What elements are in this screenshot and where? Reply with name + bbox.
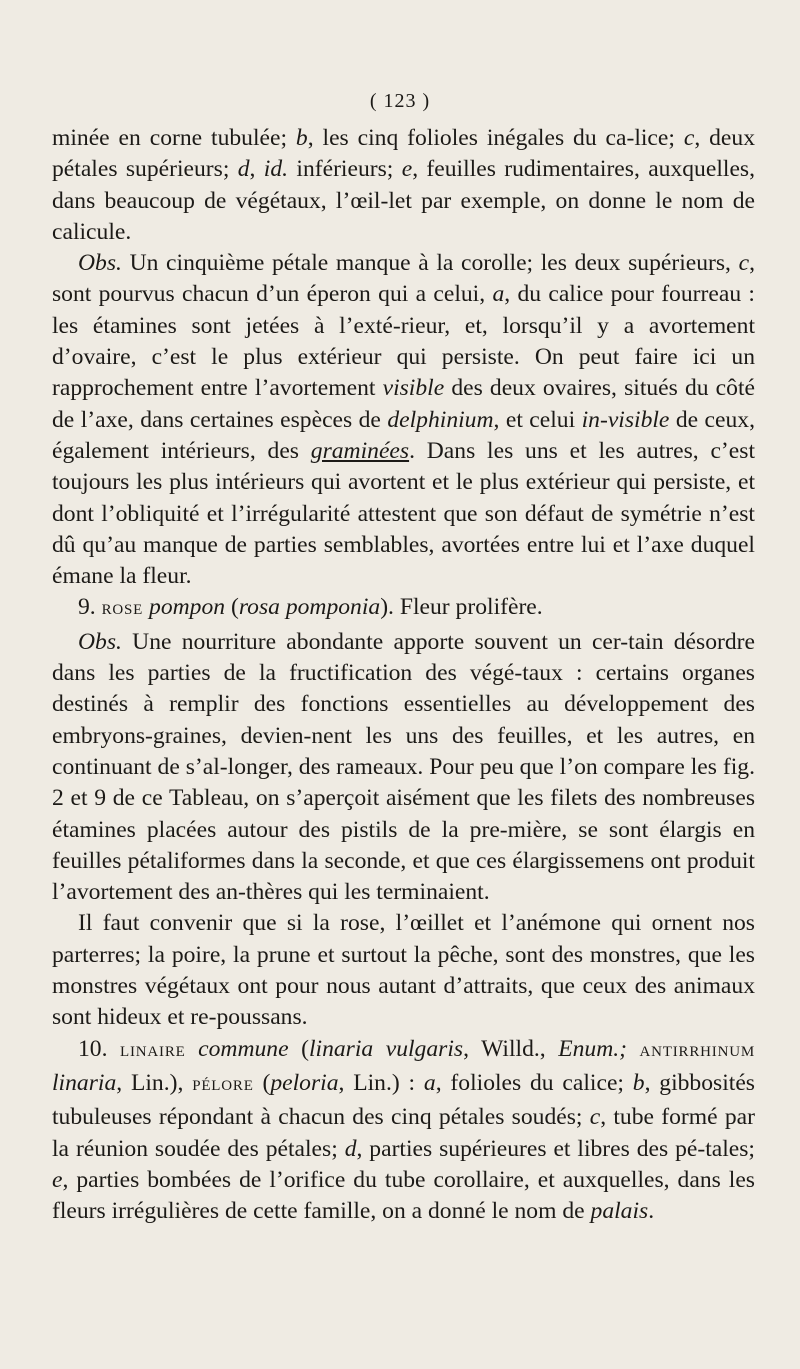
p1-segment: minée en corne tubulée; [52,125,296,151]
p2-segment: visible [382,375,445,402]
p5-segment: Il faut convenir que si la rose, l’œillet et l’anémone qui ornent nos parterres; la poire, la prune et surtout la pêche, sont des monstres, que les monstres végétaux ont pour nous autant d’attraits, que ceux des animaux sont hideux et re-poussans. [52,910,755,1031]
p3-segment: ( [225,594,239,621]
p6-segment: peloria [270,1069,339,1096]
p6-segment: , Lin.), [116,1069,193,1096]
paragraph-p2-observation [52,248,755,592]
page-number: ( 123 ) [369,90,431,112]
p6-segment: linaria vulgaris [308,1035,464,1062]
p1-segment: e [401,156,413,183]
p6-segment: , gibbosités tubuleuses répondant à chacun des cinq pétales soudés; [52,1069,755,1131]
paragraph-p5-monstres [52,908,755,1033]
p2-segment: Obs. [78,250,122,277]
p2-segment: des deux ovaires, situés du côté de l’axe, dans certaines espèces de [52,375,755,433]
p2-segment: , et celui [493,406,582,433]
p2-segment: a [492,281,505,308]
p6-segment: , Lin.) : [338,1069,424,1096]
paragraph-p1 [52,123,755,248]
p2-segment: , du calice pour fourreau : les étamines sont jetées à l’exté-rieur, et, lorsqu’il y a avortement d’ovaire, c’est le plus extérieur qui persiste. On peut faire ici un rapprochement entre l’avortement [52,281,755,402]
p6-segment: , parties bombées de l’orifice du tube corollaire, et auxquelles, dans les fleurs irrégulières de cette famille, on a donné le nom de [52,1166,755,1225]
p2-segment: c [738,250,750,277]
paragraph-p6-linaire [52,1034,755,1228]
p6-segment [627,1036,640,1062]
p3-segment: rosa pomponia [238,594,381,621]
p1-segment: id. [263,156,289,183]
p6-segment [186,1036,199,1062]
p6-segment: , Willd., [463,1035,559,1062]
p2-segment: Un cinquième pétale manque à la corolle; les deux supérieurs, [121,250,739,277]
p3-segment: ). Fleur prolifère. [380,594,543,621]
p4-segment: Obs. [78,628,122,655]
p6-segment: commune [198,1035,289,1062]
p6-segment: ( [288,1035,309,1062]
p6-segment: e [52,1166,63,1193]
p6-segment: , tube formé par la réunion soudée des pétales; [52,1104,755,1162]
p2-segment: delphinium [387,406,494,433]
p3-segment: ROSE [101,602,144,619]
p6-segment: linaria [52,1069,117,1096]
p2-segment: de ceux, également intérieurs, des [52,406,755,464]
p1-segment: , les cinq folioles inégales du ca-lice; [307,125,684,151]
p3-segment: pompon [149,594,226,621]
p2-segment: , sont pourvus chacun d’un éperon qui a celui, [52,250,755,308]
p6-segment: PÉLORE [192,1077,254,1094]
page-text [52,123,755,1227]
p1-segment: c [683,125,695,151]
p6-segment: ( [253,1069,271,1096]
paragraph-p3-rose-pompon [52,592,755,626]
p3-segment: 9. [78,594,102,621]
p6-segment: ANTIRRHINUM [639,1043,755,1060]
p6-segment: d [344,1135,357,1162]
p1-segment: d [237,156,250,183]
p2-segment: in-visible [581,406,670,433]
p1-segment: , [249,156,264,183]
p1-segment: b [295,125,308,151]
p6-segment: a [423,1069,436,1096]
p2-segment: graminées [310,437,410,464]
p6-segment: , folioles du calice; [435,1069,633,1096]
p1-segment: inférieurs; [288,156,402,183]
p1-segment: , deux pétales supérieurs; [52,125,755,183]
p4-segment: Une nourriture abondante apporte souvent un cer-tain désordre dans les parties de la fructification des végé-taux : certains organes destinés à remplir des fonctions essentielles au développement des embryons-graines, devien-nent les uns des feuilles, et les autres, en continuant de s’al-longer, des rameaux. Pour peu que l’on compare les fig. 2 et 9 de ce Tableau, on s’aperçoit aisément que les filets des nombreuses étamines placées autour des pistils de la pre-mière, se sont élargis en feuilles pétaliformes dans la seconde, et que ces élargissemens ont produit l’avortement des an-thères qui les terminaient. [52,628,755,906]
p6-segment: LINAIRE [120,1043,186,1060]
p6-segment: c [589,1104,601,1131]
p6-segment: b [632,1069,645,1096]
p6-segment: , parties supérieures et libres des pé-tales; [356,1135,755,1162]
p6-segment: 10. [78,1035,121,1062]
p1-segment: , feuilles rudimentaires, auxquelles, dans beaucoup de végétaux, l’œil-let par exemple, on donne le nom de calicule. [52,156,755,245]
p6-segment: palais [590,1198,649,1225]
p6-segment: Enum.; [558,1035,627,1062]
p2-segment: . Dans les uns et les autres, c’est toujours les plus intérieurs qui avortent et le plus extérieur qui persiste, et dont l’obliquité et l’irrégularité attestent que son défaut de symétrie n’est dû qu’au manque de parties semblables, avortées entre lui et l’axe duquel émane la fleur. [52,437,756,590]
paragraph-p4-observation [52,627,755,909]
p6-segment: . [648,1198,655,1225]
